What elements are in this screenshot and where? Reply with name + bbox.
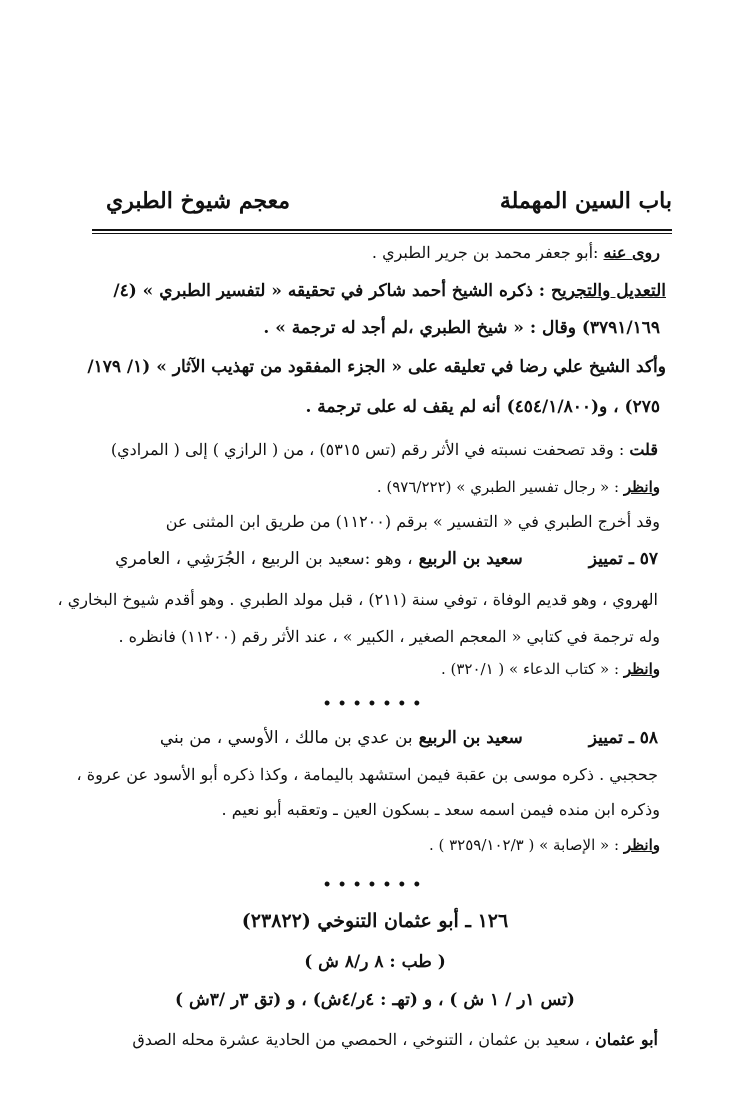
separator: ••••••• [322,696,428,712]
body-line: جحجبي . ذكره موسى بن عقبة فيمن استشهد باليمامة ، وكذا ذكره أبو الأسود عن عروة ، [76,765,658,784]
rawa-label: روى عنه [603,243,660,262]
unzur-text: : « كتاب الدعاء » ( ٣٢٠/١) . [440,660,620,678]
entry-126-title: ١٢٦ ـ أبو عثمان التنوخي (٢٣٨٢٢) [241,910,509,932]
entry-text: بن عدي بن مالك ، الأوسي ، من بني [159,728,413,748]
header-rule [92,229,672,231]
entry-number: ٥٨ ـ تمييز [588,728,658,748]
unzur-line [377,478,660,496]
rawa-line [372,243,660,262]
entry-text: ، وهو :سعيد بن الربيع ، الجُرَشِي ، العامري [115,549,413,569]
unzur-text: : « رجال تفسير الطبري » (٩٧٦/٢٢٢) . [376,478,620,496]
body-line: الهروي ، وهو قديم الوفاة ، توفي سنة (٢١١) ، قبل مولد الطبري . وهو أقدم شيوخ البخاري ، [57,590,658,609]
entry-name: أبو عثمان [595,1030,658,1049]
body-line: وقد أخرج الطبري في « التفسير » برقم (١١٢٠٠) من طريق ابن المثنى عن [165,512,660,531]
entry-58-heading [160,728,658,748]
rawa-text: :أبو جعفر محمد بن جرير الطبري . [371,243,599,262]
separator: ••••••• [322,877,428,893]
tadil-line [113,281,666,301]
body-line: وأكد الشيخ علي رضا في تعليقه على « الجزء المفقود من تهذيب الآثار » (١/ ١٧٩/ [87,357,666,377]
qult-line [111,440,658,459]
entry-name: سعيد بن الربيع [418,549,523,569]
chapter-title: باب السين المهملة [499,188,672,214]
entry-number: ٥٧ ـ تمييز [588,549,658,569]
unzur-line [429,836,660,854]
tadil-label: التعديل والتجريح [551,281,666,301]
unzur-label: وانظر [623,836,660,854]
qult-text: : وقد تصحفت نسبته في الأثر رقم (تس ٥٣١٥) ، من ( الرازي ) إلى ( المرادي) [110,440,625,459]
entry-57-heading [115,549,658,569]
book-title: معجم شيوخ الطبري [106,188,291,214]
page-header [92,188,672,228]
entry-text: ، سعيد بن عثمان ، التنوخي ، الحمصي من الحادية عشرة محله الصدق [132,1030,590,1049]
unzur-line [441,660,660,678]
qult-label: قلت [629,440,658,459]
entry-126-line [132,1030,658,1049]
unzur-label: وانظر [623,660,660,678]
unzur-label: وانظر [623,478,660,496]
header-rule-thin [92,233,672,234]
unzur-text: : « الإصابة » ( ٣٢٥٩/١٠٢/٣ ) . [428,836,620,854]
tadil-text: : ذكره الشيخ أحمد شاكر في تحقيقه « لتفسير الطبري » (٤/ [113,281,546,301]
entry-126-refs: (تس ١ر / ١ ش ) ، و (تهـ : ٤ر/٤ش) ، و (تق ٣ر /٣ش ) [175,990,575,1010]
entry-126-tab: ( طب : ٨ ر/٨ ش ) [304,952,446,972]
body-line: ٢٧٥) ، و(٤٥٤/١/٨٠٠) أنه لم يقف له على ترجمة . [305,397,660,417]
body-line: ٣٧٩١/١٦٩) وقال : « شيخ الطبري ،لم أجد له ترجمة » . [263,318,660,338]
body-line: وله ترجمة في كتابي « المعجم الصغير ، الكبير » ، عند الأثر رقم (١١٢٠٠) فانظره . [118,627,660,646]
body-line: وذكره ابن منده فيمن اسمه سعد ـ بسكون العين ـ وتعقبه أبو نعيم . [221,800,660,819]
entry-name: سعيد بن الربيع [418,728,523,748]
